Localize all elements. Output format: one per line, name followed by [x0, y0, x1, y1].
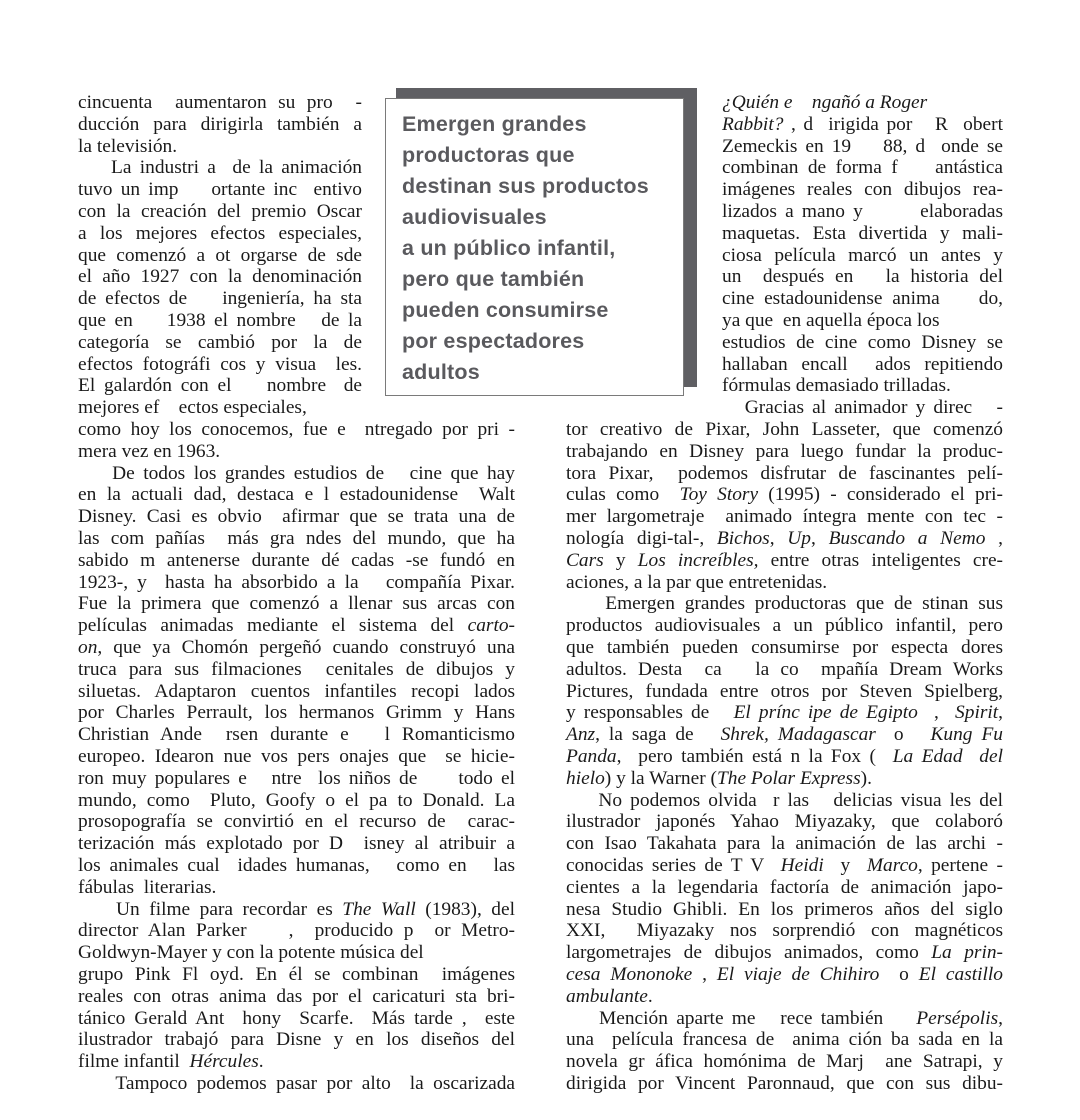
text-line [78, 288, 362, 310]
italic-title: ambulante [566, 985, 648, 1007]
text-run: y [603, 549, 638, 571]
text-run: a los mejores efectos especiales, [78, 222, 362, 244]
text-line [78, 463, 515, 485]
text-run: la televisión. [78, 135, 178, 157]
text-run: un después en la historia del [722, 266, 1003, 288]
text-line [722, 136, 1003, 158]
text-line [566, 419, 1003, 441]
text-line [78, 724, 515, 746]
pull-quote-line: por espectadores [402, 329, 585, 353]
text-run: ilustrador japonés Yahao Miyazaky, que colaboró [566, 811, 1003, 833]
text-line [566, 942, 1003, 964]
text-run: Disney. Casi es obvio afirmar que se trata una de [78, 506, 515, 528]
text-run: , la saga de [595, 724, 721, 746]
pull-quote-line: audiovisuales [402, 205, 547, 229]
text-line [566, 768, 1003, 790]
text-line [566, 899, 1003, 921]
text-run: largometrajes de dibujos animados, como [566, 942, 932, 964]
text-run: nesa Studio Ghibli. En los primeros años del siglo [566, 898, 1003, 920]
text-line [566, 593, 1003, 615]
text-line [78, 637, 515, 659]
text-run: Goldwyn-Mayer y con la potente música del [78, 942, 424, 964]
text-run: por Charles Perrault, los hermanos Grimm y Hans [78, 702, 515, 724]
text-run: en la actuali dad, destaca e l estadounidense Walt [78, 484, 515, 506]
text-line [78, 397, 362, 419]
text-line [78, 375, 362, 397]
text-run: Tampoco podemos pasar por alto la oscarizada [78, 1073, 515, 1094]
text-line [566, 811, 1003, 833]
italic-title: Hércules [189, 1051, 259, 1073]
text-run: sabido m antenerse durante dé cadas -se fundó en [78, 549, 515, 571]
text-line [722, 332, 1003, 354]
text-line [722, 201, 1003, 223]
text-line [566, 615, 1003, 637]
text-run: que en 1938 el nombre de la [78, 310, 362, 331]
text-line [78, 114, 362, 136]
text-run: , pero también está n la Fox ( [616, 746, 893, 767]
text-run: , pertene - [917, 855, 1003, 876]
text-run: fábulas literarias. [78, 876, 217, 898]
text-run: , [998, 1007, 1003, 1029]
text-run: La industri a de la animación [78, 157, 362, 179]
italic-title: on [78, 637, 98, 658]
text-line [722, 266, 1003, 288]
text-line [566, 681, 1003, 703]
text-run: una película francesa de anima ción ba sada en la [566, 1029, 1003, 1051]
text-line [78, 419, 515, 441]
italic-title: The Polar Express [717, 767, 861, 789]
text-run: . [258, 1051, 264, 1073]
text-run: fórmulas demasiado trilladas. [722, 375, 951, 397]
text-run: adultos. Desta ca la co mpañía Dream Works [566, 658, 1003, 680]
text-run: (1995) - considerado el pri- [758, 484, 1003, 506]
text-line [78, 659, 515, 681]
text-line [78, 681, 515, 703]
text-line [78, 136, 362, 158]
italic-title: cesa Mononoke [566, 964, 693, 985]
text-line [78, 528, 515, 550]
text-run: terización más explotado por D isney al atribuir a [78, 833, 515, 855]
text-run: Fue la primera que comenzó a llenar sus arcas con [78, 593, 515, 615]
text-line [78, 746, 515, 768]
text-line [78, 354, 362, 376]
text-run: cine estadounidense anima do, [722, 288, 1003, 310]
text-run: cincuenta aumentaron su pro - [78, 92, 362, 113]
text-run: productos audiovisuales a un público infantil, pero [566, 615, 1003, 637]
pull-quote-line: Emergen grandes [402, 112, 587, 136]
text-run: 1923-, y hasta ha absorbido a la compañía Pixar. [78, 571, 515, 593]
text-run: estudios de cine como Disney se [722, 331, 1003, 353]
pull-quote-line: adultos [402, 360, 480, 384]
text-run: , que ya Chomón pergeñó cuando construyó una [97, 637, 515, 658]
italic-title: El prínc ipe de Egipto [733, 702, 918, 724]
text-run: las com pañías más gra ndes del mundo, que ha [78, 528, 515, 549]
text-line [78, 92, 362, 114]
text-line [566, 637, 1003, 659]
text-line [78, 1029, 515, 1051]
text-run: nología digi-tal-, [566, 528, 717, 549]
text-run: tánico Gerald Ant hony Scarfe. Más tarde , este [78, 1007, 515, 1029]
text-line [566, 1029, 1003, 1051]
text-line [566, 397, 1003, 419]
italic-title: hielo [566, 767, 605, 789]
text-line [78, 986, 515, 1008]
text-line [78, 833, 515, 855]
text-line [78, 877, 515, 899]
text-run: El galardón con el nombre de [78, 375, 362, 397]
text-line [78, 572, 515, 594]
text-run: , [810, 528, 829, 549]
italic-title: Buscando a Nemo [828, 528, 986, 549]
text-line [566, 506, 1003, 528]
text-line [78, 266, 362, 288]
text-line [566, 702, 1003, 724]
text-run: . [647, 985, 653, 1007]
italic-title: carto- [467, 615, 515, 637]
text-line [722, 223, 1003, 245]
text-run: mundo, como Pluto, Goofy o el pa to Donald. La [78, 789, 515, 811]
italic-title: Kung Fu [930, 724, 1003, 746]
text-run: Un filme para recordar es [78, 898, 343, 920]
text-run: siluetas. Adaptaron cuentos infantiles recopi lados [78, 680, 515, 702]
text-run: , [692, 964, 717, 985]
text-run: o [879, 964, 919, 985]
text-line [78, 920, 515, 942]
text-run: , [985, 528, 1003, 549]
text-run: culas como [566, 484, 680, 506]
text-run: , [998, 702, 1004, 724]
text-run: De todos los grandes estudios de cine que hay [78, 462, 515, 484]
text-run: categoría se cambió por la de [78, 331, 362, 353]
italic-title: Shrek, Madagascar [720, 724, 876, 746]
text-run: ilustrador trabajó para Disne y en los diseños del [78, 1029, 515, 1051]
text-line [722, 157, 1003, 179]
italic-title: ¿Quién e ngañó a Roger [722, 92, 928, 113]
text-run: entre otras inteligentes cre- [758, 549, 1004, 571]
text-run: europeo. Idearon nue vos pers onajes que se hicie- [78, 746, 515, 767]
text-run: conocidas series de T V [566, 855, 781, 876]
italic-title: The Wall [342, 898, 416, 920]
text-line [78, 1073, 515, 1095]
text-line [722, 245, 1003, 267]
italic-title: Anz [566, 724, 596, 746]
text-run: ya que en aquella época los [722, 310, 940, 331]
italic-title: Heidi [780, 855, 824, 876]
text-run: lizados a mano y elaboradas [722, 201, 1003, 222]
text-run: director Alan Parker , producido p or Metro- [78, 920, 515, 942]
italic-title: Toy Story [679, 484, 759, 506]
text-run: trabajando en Disney para luego fundar la produc- [566, 440, 1003, 462]
pull-quote-box [385, 98, 684, 396]
text-line [722, 354, 1003, 376]
text-line [78, 593, 515, 615]
text-line [78, 790, 515, 812]
text-line [722, 375, 1003, 397]
text-line [566, 463, 1003, 485]
text-run: mera vez en 1963. [78, 440, 221, 462]
text-line [78, 811, 515, 833]
text-line [566, 441, 1003, 463]
italic-title: Spirit [955, 702, 999, 724]
text-line [566, 484, 1003, 506]
text-line [566, 833, 1003, 855]
text-line [78, 702, 515, 724]
pull-quote-text [402, 109, 649, 388]
italic-title: Rabbit? [722, 113, 784, 135]
pull-quote-line: productoras que [402, 143, 575, 167]
pull-quote-line: a un público infantil, [402, 236, 616, 260]
text-line [78, 484, 515, 506]
text-line [566, 550, 1003, 572]
text-run: con la creación del premio Oscar [78, 201, 362, 222]
text-run: imágenes reales con dibujos rea- [722, 179, 1003, 201]
text-line [566, 920, 1003, 942]
text-run: ciosa película marcó un antes y [722, 244, 1003, 266]
text-line [78, 899, 515, 921]
text-line [566, 724, 1003, 746]
text-run: efectos fotográfi cos y visua les. [78, 353, 362, 375]
text-run: Pictures, fundada entre otros por Steven Spielberg, [566, 680, 1003, 702]
text-run: novela gr áfica homónima de Marj ane Satrapi, y [566, 1051, 1003, 1073]
text-line [78, 615, 515, 637]
text-run: truca para sus filmaciones cenitales de dibujos y [78, 658, 515, 680]
text-line [78, 942, 515, 964]
italic-title: El castillo [918, 964, 1003, 985]
text-run: Gracias al animador y direc - [566, 397, 1003, 419]
text-line [566, 659, 1003, 681]
text-run: No podemos olvida r las delicias visua les del [566, 789, 1003, 811]
text-line [566, 528, 1003, 550]
pull-quote-line: pueden consumirse [402, 298, 609, 322]
italic-title: El viaje de Chihiro [716, 964, 880, 985]
text-line [566, 986, 1003, 1008]
text-run: o [875, 724, 931, 746]
text-line [78, 157, 362, 179]
text-line [78, 179, 362, 201]
italic-title: Persépolis [916, 1007, 999, 1029]
text-run: filme infantil [78, 1051, 190, 1073]
text-run: reales con otras anima das por el caricaturi sta bri- [78, 985, 515, 1007]
text-run: y [823, 855, 867, 876]
text-line [78, 550, 515, 572]
text-run: que comenzó a ot orgarse de sde [78, 244, 362, 266]
text-run: prosopografía se convirtió en el recurso de carac- [78, 811, 515, 833]
text-run: (1983), del [415, 898, 515, 920]
text-run: que también pueden consumirse por especta dores [566, 637, 1003, 658]
text-line [78, 506, 515, 528]
italic-title: La Edad del [892, 746, 1003, 767]
text-run: ron muy populares e ntre los niños de todo el [78, 767, 515, 789]
text-line [566, 572, 1003, 594]
text-run: combinan de forma f antástica [722, 157, 1003, 179]
text-line [78, 1008, 515, 1030]
italic-title: Panda [566, 746, 617, 767]
text-run: películas animadas mediante el sistema del [78, 615, 468, 637]
text-line [566, 964, 1003, 986]
text-run: ). [860, 767, 872, 789]
text-line [78, 201, 362, 223]
text-line [722, 288, 1003, 310]
text-line [78, 310, 362, 332]
text-run: Zemeckis en 19 88, d onde se [722, 135, 1003, 157]
text-run: aciones, a la par que entretenidas. [566, 571, 828, 593]
text-line [722, 179, 1003, 201]
text-run: con Isao Takahata para la animación de las archi - [566, 833, 1003, 855]
text-run: ducción para dirigirla también a [78, 113, 362, 135]
text-run: tuvo un imp ortante inc entivo [78, 179, 362, 201]
text-line [722, 114, 1003, 136]
text-run: dirigida por Vincent Paronnaud, que con sus dibu- [566, 1073, 1003, 1094]
text-line [78, 964, 515, 986]
text-run: de efectos de ingeniería, ha sta [78, 288, 362, 310]
text-line [78, 768, 515, 790]
text-line [566, 1008, 1003, 1030]
italic-title: Up [787, 528, 811, 549]
text-run: Mención aparte me rece también [566, 1007, 917, 1029]
text-run: ) y la Warner ( [604, 767, 717, 789]
text-line [78, 441, 515, 463]
text-line [78, 855, 515, 877]
italic-title: La prin- [931, 942, 1003, 964]
text-line [722, 310, 1003, 332]
text-line [566, 877, 1003, 899]
text-run: , [769, 528, 788, 549]
italic-title: Cars [566, 549, 604, 571]
text-run: grupo Pink Fl oyd. En él se combinan imágenes [78, 964, 515, 985]
italic-title: Bichos [716, 528, 770, 549]
text-run: el año 1927 con la denominación [78, 266, 362, 288]
text-run: los animales cual idades humanas, como en las [78, 855, 515, 876]
text-line [566, 1051, 1003, 1073]
text-line [566, 790, 1003, 812]
text-line [78, 223, 362, 245]
text-line [566, 1073, 1003, 1095]
text-run: hallaban encall ados repitiendo [722, 353, 1003, 375]
text-run: cientes a la legendaria factoría de animación japo- [566, 876, 1003, 898]
text-line [78, 245, 362, 267]
italic-title: Marco [866, 855, 918, 876]
text-line [566, 746, 1003, 768]
pull-quote-line: destinan sus productos [402, 174, 649, 198]
text-run: y responsables de [566, 702, 734, 724]
text-run: maquetas. Esta divertida y mali- [722, 222, 1003, 244]
text-run: tor creativo de Pixar, John Lasseter, que comenzó [566, 419, 1003, 440]
text-run: , [917, 702, 956, 724]
italic-title: Los increíbles, [637, 549, 759, 571]
text-run: mer largometraje animado íntegra mente con tec - [566, 506, 1003, 528]
text-line [78, 1051, 515, 1073]
pull-quote-line: pero que también [402, 267, 585, 291]
text-run: como hoy los conocemos, fue e ntregado por pri - [78, 419, 515, 440]
text-run: Christian Ande rsen durante e l Romanticismo [78, 724, 515, 746]
text-run: mejores ef ectos especiales, [78, 397, 307, 419]
text-run: , d irigida por R obert [783, 113, 1003, 135]
text-line [566, 855, 1003, 877]
text-line [78, 332, 362, 354]
text-run: tora Pixar, podemos disfrutar de fascinantes pelí- [566, 462, 1003, 484]
text-run: XXI, Miyazaky nos sorprendió con magnéticos [566, 920, 1003, 942]
text-run: Emergen grandes productoras que de stinan sus [566, 593, 1003, 615]
text-line [722, 92, 1003, 114]
